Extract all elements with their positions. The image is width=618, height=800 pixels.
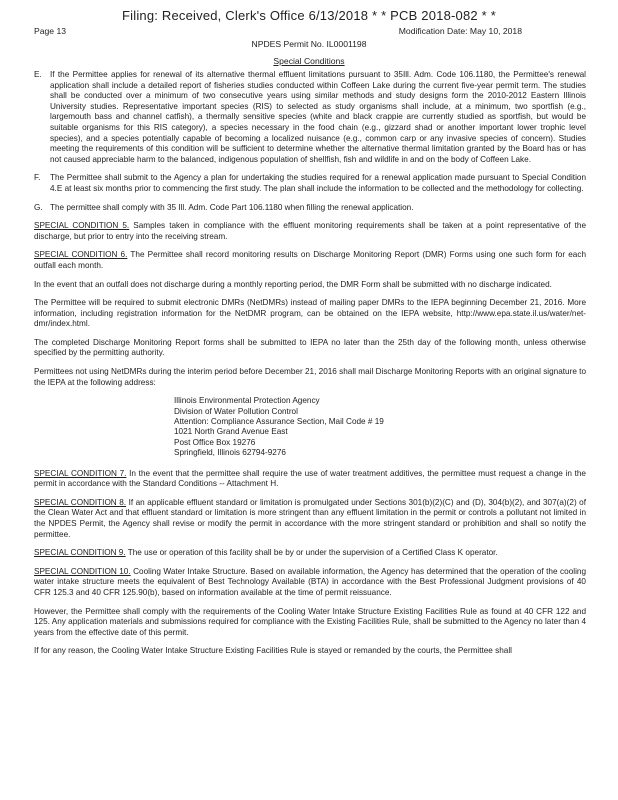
condition-text: The use or operation of this facility shall be by or under the supervision of a Certified Class K operator. bbox=[125, 548, 498, 558]
address-line: Division of Water Pollution Control bbox=[174, 406, 298, 416]
page-number: Page 13 bbox=[34, 26, 67, 36]
address-line: Attention: Compliance Assurance Section, Mail Code # 19 bbox=[174, 417, 384, 427]
filing-stamp: Filing: Received, Clerk's Office 6/13/2018 * * PCB 2018-082 * * bbox=[122, 8, 496, 23]
special-condition-9 bbox=[34, 548, 586, 559]
address-line: Springfield, Illinois 62794-9276 bbox=[174, 448, 286, 458]
address-line: Illinois Environmental Protection Agency bbox=[174, 396, 320, 406]
list-item bbox=[34, 203, 586, 214]
modification-date: Modification Date: May 10, 2018 bbox=[398, 26, 522, 36]
item-text: If the Permittee applies for renewal of its alternative thermal effluent limitations pursuant to 35Ill. Adm. Code 106.1180, the Permittee's renewal application shall include a detailed report of fisheries studies conducted within Coffeen Lake during the current five-year permit term. The studies shall be conducted over a minimum of two consecutive years using similar methods and study designs form the 2010-2012 Eastern Illinois University studies. Representative important species (RIS) to selected as study organisms shall include, at a minimum, two sportfish (e.g., largemouth bass and channel catfish), a thermally sensitive species (white and black crappie are currently studied as sportfish, but would be suitable organisms for this RIS category), a species necessary in the food chain (e.g., gizzard shad or another important lower trophic level species), and a species potentially capable of becoming a localized nuisance (e.g., common carp or any invasive species of concern). Studies meeting the requirements of this condition will be sufficient to determine whether the alternative thermal limitation granted by the Board has or has not caused appreciable harm to the balanced, indigenous population of shellfish, fish and wildlife in and on the body of Coffeen Lake. bbox=[50, 70, 586, 164]
document-body bbox=[34, 70, 586, 665]
paragraph: In the event that an outfall does not discharge during a monthly reporting period, the DMR Form shall be submitted with no discharge indicated. bbox=[34, 279, 552, 289]
paragraph: However, the Permittee shall comply with the requirements of the Cooling Water Intake Structure Existing Facilities Rule as found at 40 CFR 122 and 125. Any application materials and submissions required for compliance with the Existing Facilities Rule, shall be submitted to the Agency no later than 4 years from the effective date of this permit. bbox=[34, 606, 586, 637]
item-letter: E. bbox=[34, 70, 42, 79]
list-item bbox=[34, 173, 586, 194]
special-condition-5 bbox=[34, 221, 586, 242]
condition-text: If an applicable effluent standard or limitation is promulgated under Sections 301(b)(2)(C) and (D), 304(b)(2), and 307(a)(2) of the Clean Water Act and that effluent standard or limitation is more stringent than any effluent limitation in the permit or controls a pollutant not limited in the NPDES Permit, the Agency shall revise or modify the permit in accordance with the more stringent standard or prohibition and shall so notify the permittee. bbox=[34, 497, 586, 539]
permit-number: NPDES Permit No. IL0001198 bbox=[251, 39, 367, 49]
condition-label: SPECIAL CONDITION 6. bbox=[34, 250, 128, 260]
condition-label: SPECIAL CONDITION 9. bbox=[34, 548, 126, 558]
condition-text: Cooling Water Intake Structure. Based on available information, the Agency has determined that the operation of the cooling water intake structure meets the equivalent of Best Technology Available (BTA) in accordance with the Best Professional Judgment provisions of 40 CFR 125.3 and 40 CFR 125.90(b), based on information available at the time of permit reissuance. bbox=[34, 566, 586, 598]
condition-label: SPECIAL CONDITION 10. bbox=[34, 566, 131, 576]
item-letter: F. bbox=[34, 173, 41, 183]
condition-text: Samples taken in compliance with the effluent monitoring requirements shall be taken at a point representative of the discharge, but prior to entry into the receiving stream. bbox=[34, 221, 586, 241]
item-letter: G. bbox=[34, 202, 43, 212]
item-text: The Permittee shall submit to the Agency a plan for undertaking the studies required for a renewal application made pursuant to Special Condition 4.E at least six months prior to commencing the first study. The plan shall include the information to be collected and the methodology for collecting. bbox=[50, 173, 586, 193]
special-condition-7 bbox=[34, 469, 586, 490]
paragraph: If for any reason, the Cooling Water Intake Structure Existing Facilities Rule is stayed or remanded by the courts, the Permittee shall bbox=[34, 646, 512, 656]
mailing-address bbox=[174, 396, 586, 458]
condition-label: SPECIAL CONDITION 5. bbox=[34, 221, 130, 231]
section-title: Special Conditions bbox=[273, 56, 345, 66]
paragraph: Permittees not using NetDMRs during the interim period before December 21, 2016 shall mail Discharge Monitoring Reports with an original signature to the IEPA at the following address: bbox=[34, 367, 586, 387]
condition-text: In the event that the permittee shall require the use of water treatment additives, the permittee must request a change in the permit in accordance with the Standard Conditions -- Attachment H. bbox=[34, 468, 586, 489]
special-condition-8 bbox=[34, 498, 586, 540]
condition-label: SPECIAL CONDITION 8. bbox=[34, 497, 127, 507]
item-text: The permittee shall comply with 35 Ill. Adm. Code Part 106.1180 when filling the renewal application. bbox=[50, 202, 414, 212]
list-item bbox=[34, 70, 586, 165]
address-line: 1021 North Grand Avenue East bbox=[174, 427, 288, 437]
paragraph: The Permittee will be required to submit electronic DMRs (NetDMRs) instead of mailing paper DMRs to the IEPA beginning December 21, 2016. More information, including registration information for the NetDMR program, can be obtained on the IEPA website, http://www.epa.state.il.us/water/net-dmr/index.html. bbox=[34, 298, 586, 329]
condition-text: The Permittee shall record monitoring results on Discharge Monitoring Report (DMR) Forms using one such form for each outfall each month. bbox=[34, 250, 586, 270]
address-line: Post Office Box 19276 bbox=[174, 437, 256, 447]
special-condition-10 bbox=[34, 567, 586, 599]
special-condition-6 bbox=[34, 250, 586, 271]
paragraph: The completed Discharge Monitoring Report forms shall be submitted to IEPA no later than the 25th day of the following month, unless otherwise specified by the permitting authority. bbox=[34, 337, 586, 358]
condition-label: SPECIAL CONDITION 7. bbox=[34, 468, 127, 478]
